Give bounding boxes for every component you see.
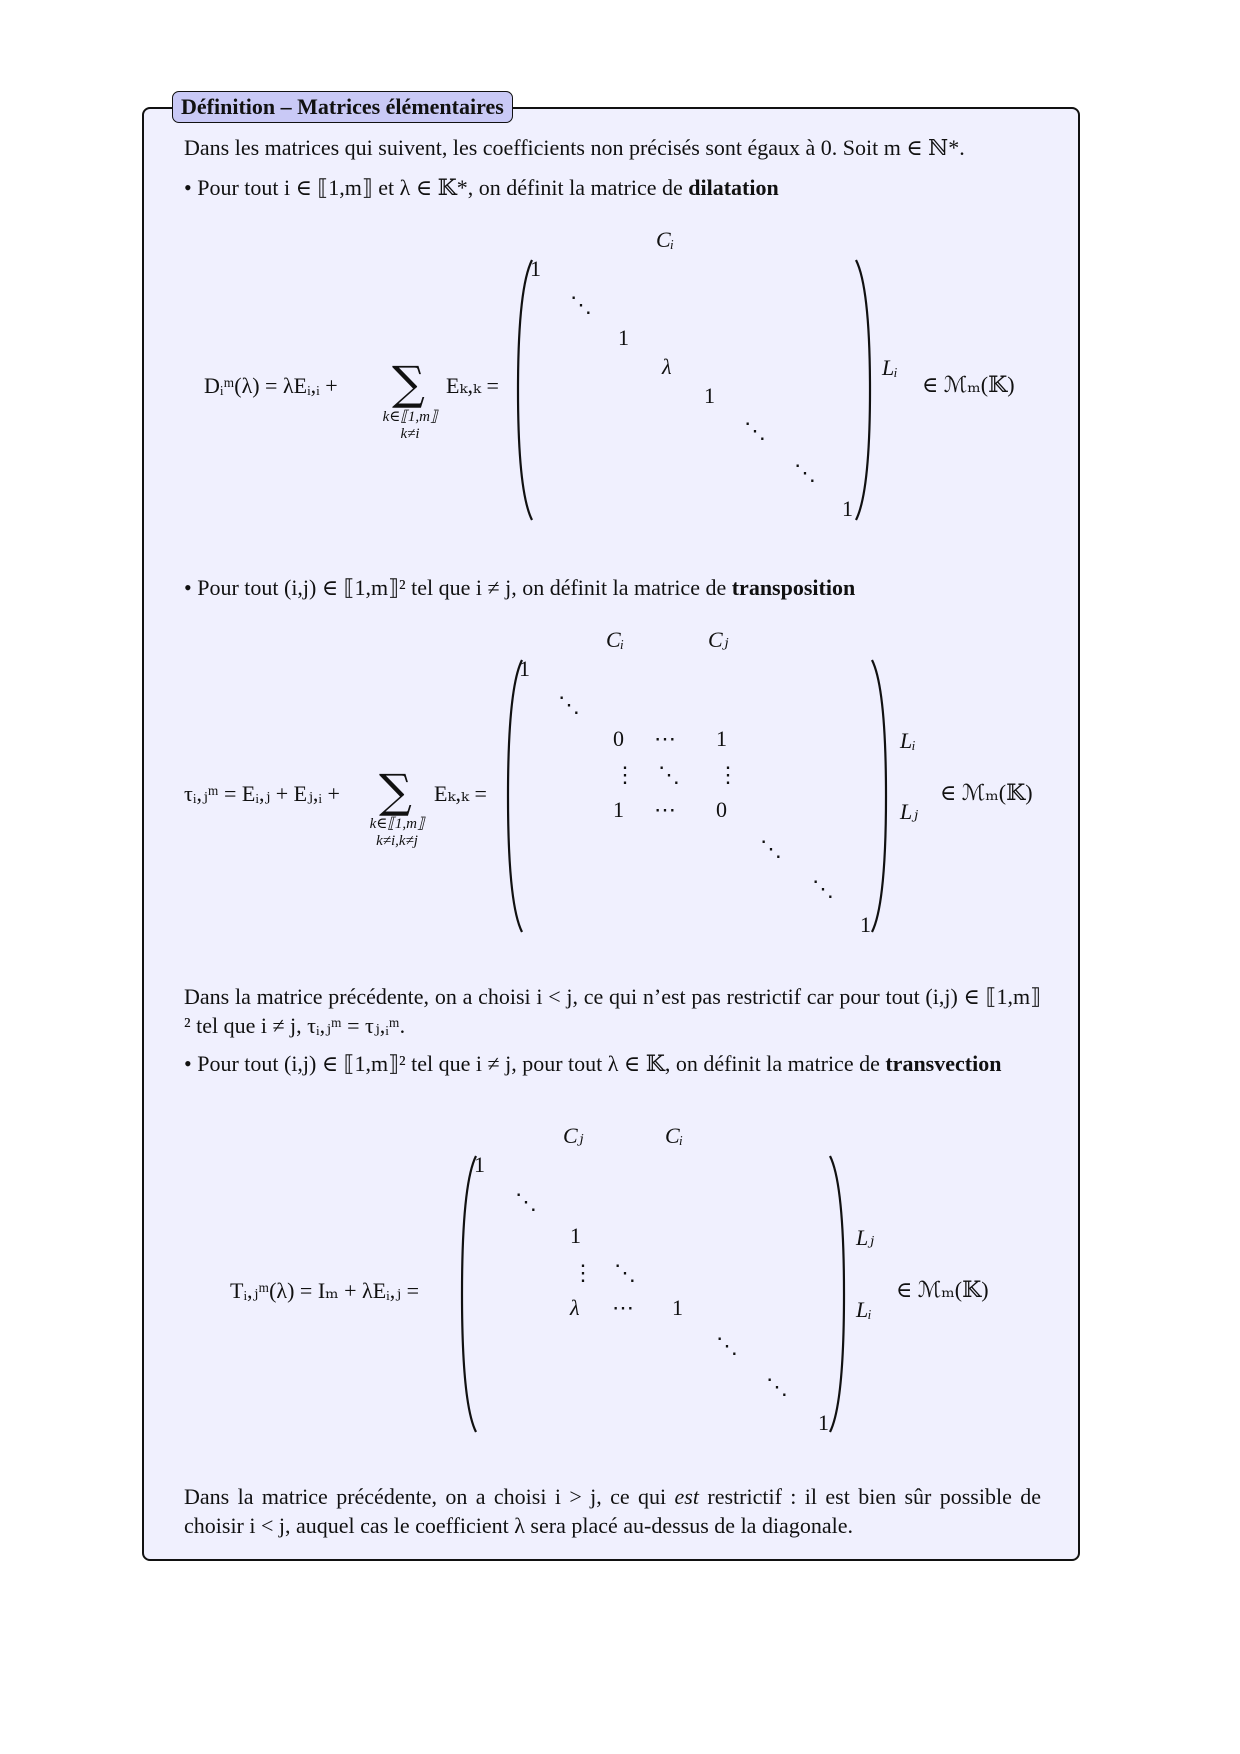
transposition-sum-symbol: ∑ — [379, 764, 412, 818]
transvection-entry: 1 — [672, 1295, 683, 1320]
transposition-entry: 0 — [716, 797, 727, 822]
transposition-entry: ⋮ — [614, 762, 636, 787]
transvection-entry: ⋱ — [614, 1260, 636, 1285]
transvection-formula: Tᵢ,ⱼᵐ(λ) = Iₘ + λEᵢ,ⱼ = — [230, 1278, 419, 1303]
transvection-row-label-j: Lⱼ — [856, 1225, 875, 1250]
transposition-keyword: transposition — [731, 575, 856, 600]
transposition-entry: 0 — [613, 726, 624, 751]
dilatation-entry: ⋱ — [570, 292, 592, 317]
transposition-entry: ⋱ — [812, 876, 834, 901]
dilatation-col-label: Cᵢ — [656, 227, 675, 252]
transvection-bullet-text: • Pour tout (i,j) ∈ ⟦1,m⟧² tel que i ≠ j, pour tout λ ∈ 𝕂, on définit la matrice de — [184, 1051, 880, 1076]
dilatation-entry: ⋱ — [744, 418, 766, 443]
dilatation-sum-index: k∈⟦1,m⟧ — [382, 409, 438, 425]
transposition-bullet-text: • Pour tout (i,j) ∈ ⟦1,m⟧² tel que i ≠ j, on définit la matrice de — [184, 575, 727, 600]
transposition-col-label-j: Cⱼ — [708, 627, 729, 652]
dilatation-entry: 1 — [842, 496, 853, 521]
transposition-belongs: ∈ ℳₘ(𝕂) — [940, 780, 1033, 805]
transposition-col-label-i: Cᵢ — [606, 627, 625, 652]
transvection-entry: 1 — [474, 1152, 485, 1177]
transvection-entry: ⋱ — [716, 1333, 738, 1358]
dilatation-entry: 1 — [704, 383, 715, 408]
transvection-col-label-j: Cⱼ — [563, 1123, 584, 1148]
transposition-note: Dans la matrice précédente, on a choisi i < j, ce qui n’est pas restrictif car pour tout (i,j) ∈ ⟦1,m⟧² tel que i ≠ j, τᵢ,ⱼᵐ = τⱼ,ᵢᵐ. — [184, 984, 1041, 1038]
dilatation-sum-condition: k≠i — [400, 426, 420, 442]
transposition-entry: 1 — [860, 912, 871, 937]
dilatation-keyword: dilatation — [688, 175, 779, 200]
transposition-entry: ⋯ — [654, 797, 676, 822]
transposition-entry: 1 — [716, 726, 727, 751]
transposition-row-label-j: Lⱼ — [900, 799, 919, 824]
dilatation-entry: 1 — [530, 256, 541, 281]
dilatation-entry: λ — [662, 354, 672, 379]
dilatation-row-label: Lᵢ — [882, 355, 898, 380]
transvection-entry: 1 — [570, 1223, 581, 1248]
dilatation-bullet — [184, 173, 779, 203]
intro-text: Dans les matrices qui suivent, les coefficients non précisés sont égaux à 0. Soit m ∈ ℕ*. — [184, 135, 965, 160]
transvection-note-emphasis: est — [674, 1484, 699, 1509]
transvection-entry: ⋱ — [515, 1189, 537, 1214]
dilatation-bullet-text: • Pour tout i ∈ ⟦1,m⟧ et λ ∈ 𝕂*, on définit la matrice de — [184, 175, 683, 200]
transposition-entry: ⋱ — [658, 762, 680, 787]
transposition-entry: ⋱ — [558, 692, 580, 717]
dilatation-formula-lhs: Dᵢᵐ(λ) = λEᵢ,ᵢ + — [204, 373, 338, 398]
transvection-entry: ⋮ — [572, 1260, 594, 1285]
transvection-note-part1: Dans la matrice précédente, on a choisi i > j, ce qui — [184, 1484, 667, 1509]
dilatation-entry: 1 — [618, 325, 629, 350]
transvection-belongs: ∈ ℳₘ(𝕂) — [896, 1277, 989, 1302]
dilatation-belongs: ∈ ℳₘ(𝕂) — [922, 372, 1015, 397]
dilatation-formula-rhs: Eₖ,ₖ = — [446, 373, 499, 398]
transposition-formula-lhs: τᵢ,ⱼᵐ = Eᵢ,ⱼ + Eⱼ,ᵢ + — [184, 781, 340, 806]
transvection-entry: ⋱ — [766, 1374, 788, 1399]
definition-box — [142, 107, 1080, 1561]
transvection-note — [184, 1482, 1041, 1540]
transvection-col-label-i: Cᵢ — [665, 1123, 684, 1148]
dilatation-sum-symbol: ∑ — [392, 356, 425, 410]
dilatation-right-paren — [852, 258, 874, 522]
transvection-keyword: transvection — [885, 1051, 1002, 1076]
transvection-note-part2: restrictif : il est bien sûr possible de choisir i < j, auquel cas le coefficient λ sera placé au-dessus de la diagonale. — [184, 1484, 1042, 1538]
transvection-row-label-i: Lᵢ — [856, 1297, 872, 1322]
transvection-entry: λ — [570, 1295, 580, 1320]
transposition-left-paren — [504, 658, 526, 934]
transposition-entry: ⋮ — [717, 762, 739, 787]
definition-title: Définition – Matrices élémentaires — [172, 91, 513, 123]
transvection-right-paren — [826, 1154, 848, 1434]
transposition-entry: 1 — [519, 656, 530, 681]
transvection-bullet — [184, 1049, 1041, 1078]
transvection-left-paren — [458, 1154, 480, 1434]
transposition-entry: ⋱ — [760, 836, 782, 861]
dilatation-entry: ⋱ — [794, 460, 816, 485]
transposition-entry: ⋯ — [654, 726, 676, 751]
transposition-right-paren — [868, 658, 890, 934]
dilatation-left-paren — [514, 258, 536, 522]
transposition-formula-rhs: Eₖ,ₖ = — [434, 781, 487, 806]
transvection-entry: ⋯ — [612, 1295, 634, 1320]
transposition-bullet — [184, 573, 855, 603]
transvection-entry: 1 — [818, 1410, 829, 1435]
transposition-sum-condition: k≠i,k≠j — [376, 833, 418, 849]
transposition-sum-index: k∈⟦1,m⟧ — [369, 816, 425, 832]
transposition-entry: 1 — [613, 797, 624, 822]
transposition-row-label-i: Lᵢ — [900, 728, 916, 753]
